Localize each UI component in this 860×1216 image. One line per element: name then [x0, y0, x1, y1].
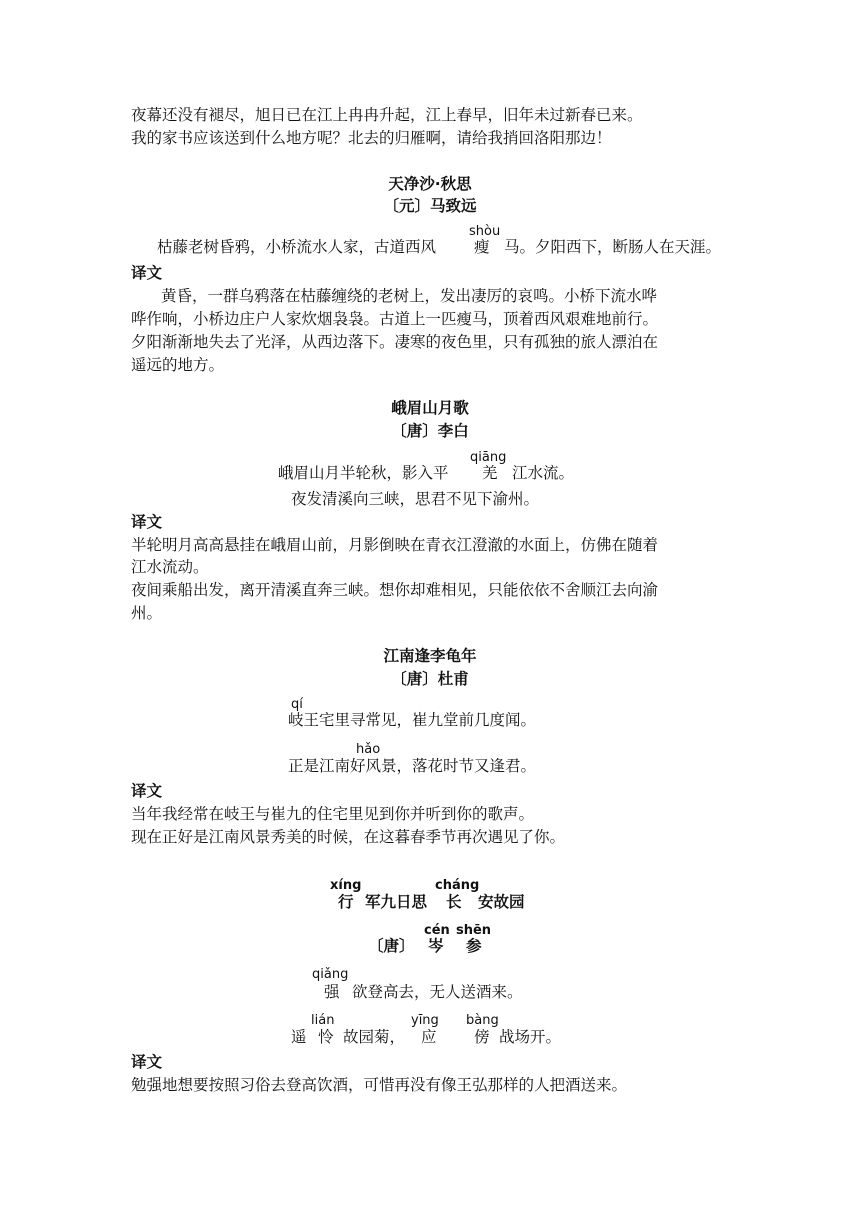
poem4-verse-2a: 遥 [291, 1028, 307, 1046]
poem2-author: 〔唐〕李白 [391, 422, 469, 440]
poem4-verse2-pinyin-ying: yīng [411, 1013, 439, 1028]
poem3-verse-1: 岐王宅里寻常见，崔九堂前几度闻。 [288, 711, 537, 729]
poem4-author-pinyin-cen: cén [424, 923, 450, 938]
poem4-title-d: 安故园 [478, 893, 525, 911]
poem4-verse1-pinyin-qiang: qiǎng [312, 967, 349, 982]
poem1-title: 天净沙·秋思 [388, 175, 472, 193]
poem3-verse-2: 正是江南好风景，落花时节又逢君。 [288, 757, 537, 775]
intro-line-2: 我的家书应该送到什么地方呢？北去的归雁啊，请给我捎回洛阳那边！ [131, 129, 612, 147]
poem4-title-pinyin-chang: cháng [435, 878, 480, 893]
poem2-pinyin-qiang: qiāng [470, 450, 507, 465]
poem4-author-b: 岑 [428, 937, 444, 955]
poem1-author: 〔元〕马致远 [383, 197, 477, 215]
poem3-author: 〔唐〕杜甫 [391, 670, 469, 688]
poem3-pinyin-qi: qí [291, 697, 303, 712]
poem4-title-pinyin-xing: xíng [330, 878, 362, 893]
poem4-title-c: 长 [446, 893, 462, 911]
poem2-translation-1: 半轮明月高高悬挂在峨眉山前，月影倒映在青衣江澄澈的水面上，仿佛在随着 [131, 536, 659, 554]
poem4-author-pinyin-shen: shēn [456, 923, 492, 938]
poem4-verse-2d: 应 [421, 1028, 437, 1046]
poem1-translation-2: 哗作响，小桥边庄户人家炊烟袅袅。古道上一匹瘦马，顶着西风艰难地前行。 [131, 310, 659, 328]
poem1-translation-1: 黄昏，一群乌鸦落在枯藤缠绕的老树上，发出凄厉的哀鸣。小桥下流水哗 [161, 287, 658, 305]
poem1-verse-a: 枯藤老树昏鸦，小桥流水人家，古道西风 [157, 238, 437, 256]
poem3-title: 江南逢李龟年 [383, 647, 477, 665]
poem4-verse-2c: 故园菊， [343, 1028, 406, 1046]
poem4-verse-2f: 战场开。 [499, 1028, 562, 1046]
poem4-verse2-pinyin-bang: bàng [466, 1013, 499, 1028]
poem2-verse-2: 夜发清溪向三峡，思君不见下渝州。 [291, 490, 540, 508]
poem2-verse-1c: 江水流。 [512, 464, 575, 482]
poem1-translation-3: 夕阳渐渐地失去了光泽，从西边落下。凄寒的夜色里，只有孤独的旅人漂泊在 [131, 333, 659, 351]
poem4-verse2-pinyin-lian: lián [311, 1013, 335, 1028]
poem4-verse-1b: 欲登高去，无人送酒来。 [352, 983, 523, 1001]
poem4-verse-2e: 傍 [474, 1028, 490, 1046]
poem3-translation-label: 译文 [131, 782, 163, 800]
poem2-translation-4: 州。 [131, 604, 163, 622]
poem1-translation-4: 遥远的地方。 [131, 356, 225, 374]
poem4-author-a: 〔唐〕 [368, 937, 415, 955]
poem2-title: 峨眉山月歌 [391, 399, 469, 417]
poem2-translation-label: 译文 [131, 513, 163, 531]
poem3-translation-1: 当年我经常在岐王与崔九的住宅里见到你并听到你的歌声。 [131, 805, 535, 823]
poem1-translation-label: 译文 [131, 264, 163, 282]
poem1-pinyin-shou: shòu [469, 224, 501, 239]
poem2-translation-2: 江水流动。 [131, 558, 209, 576]
poem4-verse-2b: 怜 [318, 1028, 334, 1046]
poem4-title-a: 行 [338, 893, 354, 911]
poem2-verse-1b: 羌 [482, 464, 498, 482]
poem4-author-c: 参 [466, 937, 482, 955]
poem3-pinyin-hao: hǎo [356, 742, 381, 757]
poem2-verse-1a: 峨眉山月半轮秋，影入平 [278, 464, 449, 482]
poem1-verse-c: 马。夕阳西下，断肠人在天涯。 [504, 238, 722, 256]
poem4-translation-1: 勉强地想要按照习俗去登高饮酒，可惜再没有像王弘那样的人把酒送来。 [131, 1076, 628, 1094]
poem3-translation-2: 现在正好是江南风景秀美的时候，在这暮春季节再次遇见了你。 [131, 828, 566, 846]
poem4-translation-label: 译文 [131, 1053, 163, 1071]
poem2-translation-3: 夜间乘船出发，离开清溪直奔三峡。想你却难相见，只能依依不舍顺江去向渝 [131, 581, 659, 599]
intro-line-1: 夜幕还没有褪尽，旭日已在江上冉冉升起，江上春早，旧年未过新春已来。 [131, 106, 643, 124]
poem4-title-b: 军九日思 [365, 893, 428, 911]
poem4-verse-1a: 强 [324, 983, 340, 1001]
poem1-verse-b: 瘦 [474, 238, 490, 256]
